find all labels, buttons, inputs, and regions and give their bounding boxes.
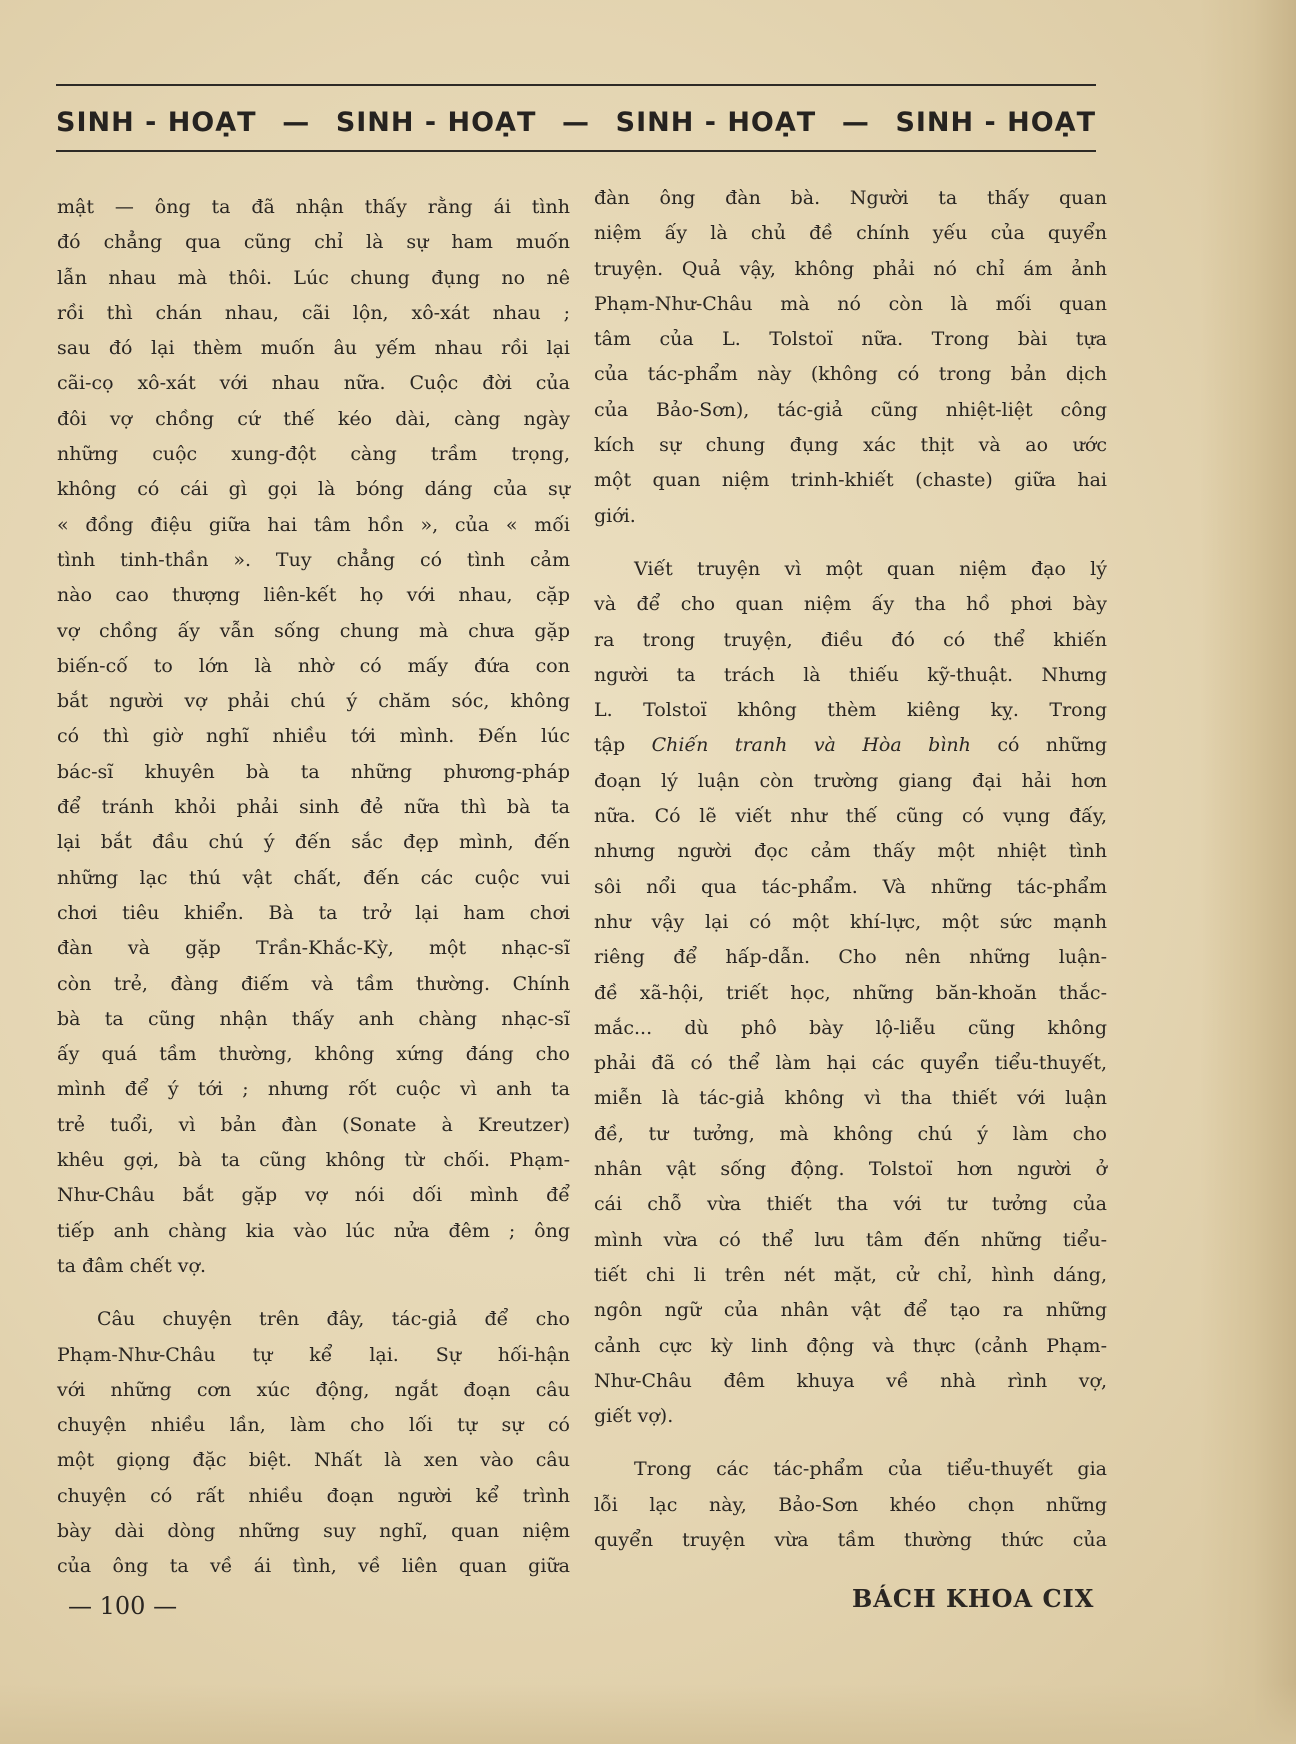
text-line: đoạn lý luận còn trường giang đại hải hơn (594, 769, 1107, 792)
text-line: Như-Châu bắt gặp vợ nói dối mình để (57, 1184, 570, 1207)
text-line: ngôn ngữ của nhân vật để tạo ra những (594, 1299, 1107, 1322)
text-line: niệm ấy là chủ đề chính yếu của quyển (594, 222, 1107, 245)
text-line: trẻ tuổi, vì bản đàn (Sonate à Kreutzer) (57, 1113, 570, 1136)
text-line: những lạc thú vật chất, đến các cuộc vui (57, 866, 570, 889)
text-line: truyện. Quả vậy, không phải nó chỉ ám ảnh (594, 257, 1107, 280)
text-line: người ta trách là thiếu kỹ-thuật. Nhưng (594, 663, 1107, 686)
text-line: giết vợ). (594, 1405, 674, 1428)
header-title-4: SINH - HOẠT (895, 106, 1096, 138)
text-line: chuyện nhiều lần, làm cho lối tự sự có (57, 1414, 570, 1437)
text-line: Như-Châu đêm khuya về nhà rình vợ, (594, 1369, 1107, 1392)
text-line: sôi nổi qua tác-phẩm. Và những tác-phẩm (594, 875, 1107, 898)
text-line: Trong các tác-phẩm của tiểu-thuyết gia (634, 1458, 1107, 1481)
header-dash-2: — (562, 106, 590, 138)
book-title: Chiến tranh và Hòa bình (651, 734, 971, 757)
text-line: bắt người vợ phải chú ý chăm sóc, không (57, 690, 570, 713)
text-line: ấy quá tầm thường, không xứng đáng cho (57, 1043, 570, 1066)
text-line: biến-cố to lớn là nhờ có mấy đứa con (57, 654, 570, 677)
text-line: Viết truyện vì một quan niệm đạo lý (634, 557, 1107, 580)
text-line: đàn và gặp Trần-Khắc-Kỳ, một nhạc-sĩ (57, 937, 570, 960)
text-line: sau đó lại thèm muốn âu yếm nhau rồi lại (57, 337, 570, 360)
text-line: khêu gợi, bà ta cũng không từ chối. Phạm- (57, 1149, 570, 1172)
text-line: nào cao thượng liên-kết họ với nhau, cặp (57, 584, 570, 607)
header-title-1: SINH - HOẠT (56, 106, 257, 138)
text-line: Phạm-Như-Châu tự kể lại. Sự hối-hận (57, 1343, 570, 1366)
text-line: những cuộc xung-đột càng trầm trọng, (57, 443, 570, 466)
text-line: cảnh cực kỳ linh động và thực (cảnh Phạm- (594, 1334, 1107, 1357)
text-line: đàn ông đàn bà. Người ta thấy quan (594, 187, 1107, 209)
text-line: như vậy lại có một khí-lực, một sức mạnh (594, 910, 1107, 933)
text-line: cái chỗ vừa thiết tha với tư tưởng của (594, 1193, 1107, 1216)
paper-edge-bottom (0, 1684, 1296, 1744)
text-line: của Bảo-Sơn), tác-giả cũng nhiệt-liệt công (594, 398, 1107, 421)
text-line: bày dài dòng những suy nghĩ, quan niệm (57, 1519, 570, 1542)
text-line: chuyện có rất nhiều đoạn người kể trình (57, 1484, 570, 1507)
header-rule-bottom (56, 150, 1096, 152)
header-title-2: SINH - HOẠT (335, 106, 537, 138)
text-line: Câu chuyện trên đây, tác-giả để cho (97, 1308, 570, 1331)
text-line: tiếp anh chàng kia vào lúc nửa đêm ; ông (57, 1219, 570, 1242)
text-line: ta đâm chết vợ. (57, 1254, 207, 1277)
header-title-3: SINH - HOẠT (615, 106, 817, 138)
text-line: tình tinh-thần ». Tuy chẳng có tình cảm (57, 548, 570, 571)
text-line: đôi vợ chồng cứ thế kéo dài, càng ngày (57, 407, 570, 430)
text-line: kích sự chung đụng xác thịt và ao ước (594, 434, 1107, 457)
text-line: bác-sĩ khuyên bà ta những phương-pháp (57, 760, 570, 783)
text-line: đề xã-hội, triết học, những băn-khoăn thắc- (594, 981, 1107, 1004)
text-line: để tránh khỏi phải sinh đẻ nữa thì bà ta (57, 796, 570, 819)
text-line: tập Chiến tranh và Hòa bình có những (594, 734, 1107, 757)
text-line: nhưng người đọc cảm thấy một nhiệt tình (594, 840, 1107, 863)
text-line: lỗi lạc này, Bảo-Sơn khéo chọn những (594, 1493, 1107, 1516)
text-line: một quan niệm trinh-khiết (chaste) giữa hai (594, 469, 1107, 492)
text-line: giới. (594, 504, 636, 527)
right-column (594, 181, 1107, 1558)
text-line: miễn là tác-giả không vì tha thiết với luận (594, 1087, 1107, 1110)
text-line: không có cái gì gọi là bóng dáng của sự (57, 478, 570, 501)
text-line: mình vừa có thể lưu tâm đến những tiểu- (594, 1228, 1107, 1251)
text-line: với những cơn xúc động, ngắt đoạn câu (57, 1378, 570, 1401)
text-line: mình để ý tới ; nhưng rốt cuộc vì anh ta (57, 1078, 570, 1101)
text-line: đề, tư tưởng, mà không chú ý làm cho (594, 1122, 1107, 1145)
text-line: phải đã có thể làm hại các quyển tiểu-thuyết, (594, 1052, 1107, 1075)
text-line: bà ta cũng nhận thấy anh chàng nhạc-sĩ (57, 1007, 570, 1030)
paper-edge-right (1200, 0, 1296, 1744)
text-line: tâm của L. Tolstoï nữa. Trong bài tựa (594, 328, 1107, 351)
text-line: tiết chi li trên nét mặt, cử chỉ, hình dáng, (594, 1263, 1107, 1286)
text-line: lẫn nhau mà thôi. Lúc chung đụng no nê (57, 266, 570, 289)
text-line: mắc... dù phô bày lộ-liễu cũng không (594, 1016, 1107, 1039)
text-line: một giọng đặc biệt. Nhất là xen vào câu (57, 1449, 570, 1472)
text-line: riêng để hấp-dẫn. Cho nên những luận- (594, 946, 1107, 969)
text-line: cãi-cọ xô-xát với nhau nữa. Cuộc đời của (57, 372, 570, 395)
text-line: Phạm-Như-Châu mà nó còn là mối quan (594, 292, 1107, 315)
text-line: mật — ông ta đã nhận thấy rằng ái tình (57, 196, 570, 218)
text-line: của ông ta về ái tình, về liên quan giữa (57, 1555, 570, 1578)
text-line: vợ chồng ấy vẫn sống chung mà chưa gặp (57, 619, 570, 642)
text-line: đó chẳng qua cũng chỉ là sự ham muốn (57, 231, 570, 254)
text-line: của tác-phẩm này (không có trong bản dịch (594, 363, 1107, 386)
text-line: và để cho quan niệm ấy tha hồ phơi bày (594, 593, 1107, 616)
left-column (57, 190, 570, 1585)
text-line: còn trẻ, đàng điếm và tầm thường. Chính (57, 972, 570, 995)
text-line: L. Tolstoï không thèm kiêng kỵ. Trong (594, 699, 1107, 722)
text-line: ra trong truyện, điều đó có thể khiến (594, 628, 1107, 651)
header-dash-3: — (841, 106, 870, 138)
text-line: nữa. Có lẽ viết như thế cũng có vụng đấy, (594, 805, 1107, 828)
header-rule-top (56, 84, 1096, 86)
text-line: rồi thì chán nhau, cãi lộn, xô-xát nhau ; (57, 301, 570, 324)
text-line: lại bắt đầu chú ý đến sắc đẹp mình, đến (57, 831, 570, 854)
text-line: chơi tiêu khiển. Bà ta trở lại ham chơi (57, 901, 570, 924)
text-line: quyển truyện vừa tầm thường thức của (594, 1528, 1107, 1551)
text-line: có thì giờ nghĩ nhiều tới mình. Đến lúc (57, 725, 570, 748)
publication-name: BÁCH KHOA CIX (852, 1584, 1095, 1613)
header-dash-1: — (282, 106, 311, 138)
page-number: — 100 — (68, 1592, 178, 1620)
text-line: nhân vật sống động. Tolstoï hơn người ở (594, 1158, 1107, 1181)
text-line: « đồng điệu giữa hai tâm hồn », của « mối (57, 513, 570, 536)
running-header (56, 98, 1096, 146)
